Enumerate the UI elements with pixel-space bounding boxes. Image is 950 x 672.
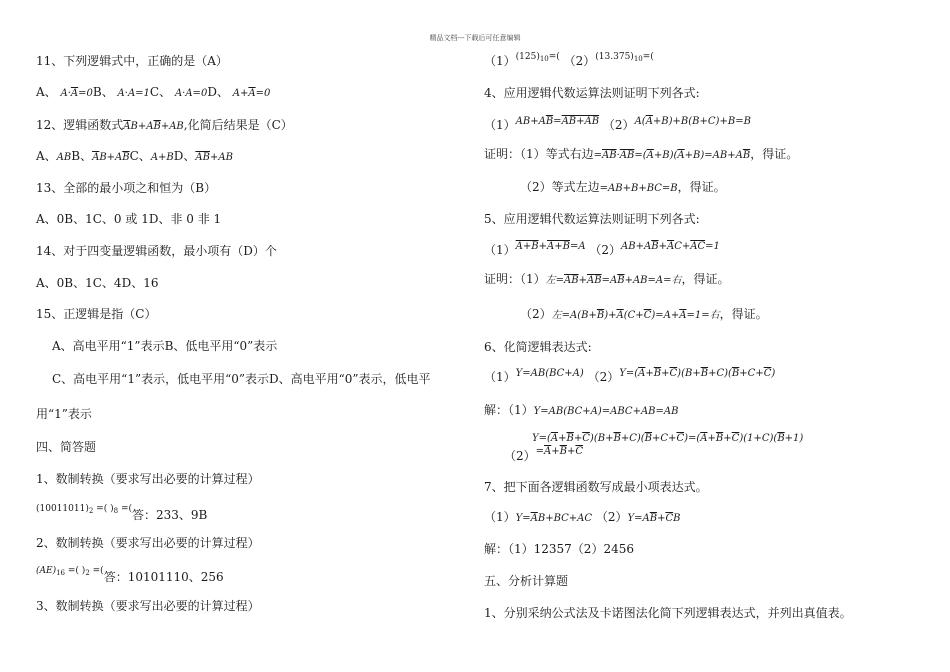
question-11-options: A、 $A\cdot\overline{A}=0B$、 A·A=1C、 A·A=0D、 $A+\overline{A}=0$: [36, 85, 271, 99]
option-c-expr: A·A=0: [174, 88, 208, 99]
short-answer-2-expr: $(AE)_{16}$ =( )$_2$ =(答：10101110、256: [36, 566, 224, 584]
question-6-solution-1: 解：（1）Y=AB(BC+A)=ABC+AB=AB: [484, 403, 679, 417]
question-15: 15、正逻辑是指（C）: [36, 307, 157, 321]
question-5-proof-2: （2）左$=A(B+\overline{B})+\overline{A}(C+\overline{C})=A+\overline{A}=1=$右，得证。: [520, 307, 768, 321]
short-answer-1: 1、数制转换（要求写出必要的计算过程）: [36, 472, 260, 486]
question-7-answer: 解：（1）12357（2）2456: [484, 542, 634, 556]
question-13: 13、全部的最小项之和恒为（B）: [36, 181, 217, 195]
question-14: 14、对于四变量逻辑函数，最小项有（D）个: [36, 244, 277, 258]
option-a-expr: $A\cdot\overline{A}=0$: [60, 88, 93, 99]
question-6-solution-2-line-2: $(2)=\overline{A}+\overline{B}+\overline{C}$: [504, 446, 584, 463]
question-5-proof-1: 证明：（1）左$=\overline{A}\overline{B}+\overline{A}\overline{B}=A\overline{B}+AB=A=$右，得证。: [484, 272, 730, 286]
question-11: 11、下列逻辑式中，正确的是（A）: [36, 54, 228, 68]
question-4-proof-1: 证明：（1）等式右边$=\overline{AB}\cdot\overline{AB}=(\overline{A}+B)(\overline{A}+B)=AB+A\overline{B}$，得证。: [484, 147, 799, 161]
short-answer-1-expr: $(10011011)_2$ =( )$_8$ =(答：233、9B: [36, 504, 208, 522]
question-7: 7、把下面各逻辑函数写成最小项表达式。: [484, 480, 708, 494]
question-6-items: （1）Y=AB(BC+A) $(2)Y=(\overline{A}+\overline{B}+\overline{C})(B+\overline{B}+C)(\overline{B}+C+\overline{C})$: [484, 368, 776, 384]
page-header: 精品文档---下载后可任意编辑: [429, 34, 521, 42]
question-15-options-ab: A、高电平用“1”表示B、低电平用“0”表示: [52, 339, 278, 353]
question-7-items: $(1)Y=\overline{A}B+BC+AC$ $(2)Y=A\overline{B}+\overline{C}B$: [484, 510, 681, 524]
short-answer-2: 2、数制转换（要求写出必要的计算过程）: [36, 536, 260, 550]
question-4-proof-2: （2）等式左边=AB+B+BC=B，得证。: [520, 180, 726, 194]
option-b-expr: A·A=1: [117, 88, 150, 99]
conversion-3-exprs: $(1)(125)_{10}=$( $(2)(13.375)_{10}=$(: [484, 52, 654, 68]
question-5-items: （1）A+B+A+B=A $(2)AB+A\overline{B}+\overline{A}C+\overline{AC}=1$: [484, 241, 720, 257]
question-13-options: A、0B、1C、0 或 1D、非 0 非 1: [36, 212, 222, 226]
question-4-items: $(1)AB+A\overline{B}=AB+AB$ $(2)A(\overline{A}+B)+B(B+C)+B=B$: [484, 116, 751, 132]
question-14-options: A、0B、1C、4D、16: [36, 276, 159, 290]
analysis-question-1: 1、分别采纳公式法及卡诺图法化简下列逻辑表达式，并列出真值表。: [484, 606, 852, 620]
question-15-continued: 用“1”表示: [36, 407, 92, 421]
question-15-options-cd: C、高电平用“1”表示，低电平用“0”表示D、高电平用“0”表示，低电平: [52, 372, 431, 386]
question-12: 12、逻辑函数式$\overline{A}B+A\overline{B}+AB$,化简后结果是（C）: [36, 118, 293, 132]
question-6: 6、化简逻辑表达式:: [484, 340, 592, 354]
question-12-options: A、ABB、$\overline{A}B+A\overline{B}C$、A+BD、$\overline{AB}+AB$: [36, 149, 233, 163]
conversion-expr-2: $(AE)_{16}$ =( )$_2$ =(: [36, 566, 104, 577]
question-6-solution-2-line-1: $Y=(\overline{A}+\overline{B}+\overline{C})(B+\overline{B}+C)(\overline{B}+C+\overline{C})=(\overline{A}+\overline{B}+\overline{C})(1+C)(\overline{B}+1)$: [532, 433, 804, 444]
section-4-title: 四、简答题: [36, 440, 97, 454]
question-5: 5、应用逻辑代数运算法则证明下列各式:: [484, 212, 700, 226]
section-5-title: 五、分析计算题: [484, 574, 569, 588]
short-answer-3: 3、数制转换（要求写出必要的计算过程）: [36, 599, 260, 613]
conversion-expr-1: $(10011011)_2$ =( )$_8$ =(: [36, 504, 132, 515]
option-d-expr: $A+\overline{A}=0$: [232, 88, 271, 99]
q12-expr: $\overline{A}B+A\overline{B}+AB$: [123, 121, 184, 132]
question-4: 4、应用逻辑代数运算法则证明下列各式:: [484, 86, 700, 100]
